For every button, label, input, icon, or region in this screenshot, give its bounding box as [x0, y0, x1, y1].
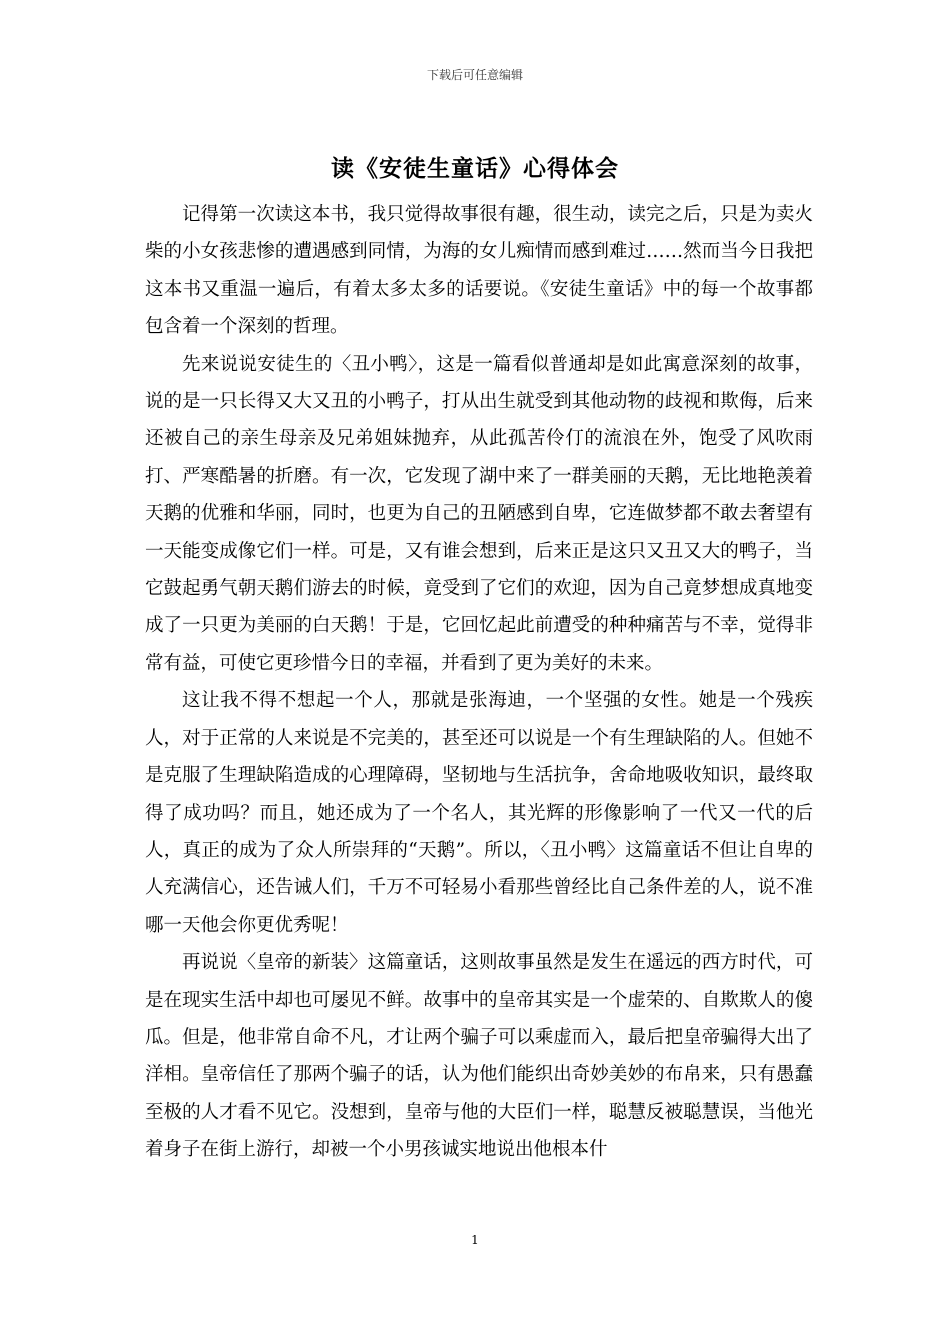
page-header-note: 下载后可任意编辑 [426, 68, 523, 82]
paragraph: 这让我不得不想起一个人，那就是张海迪，一个坚强的女性。她是一个残疾人，对于正常的人来说是不完美的，甚至还可以说是一个有生理缺陷的人。但她不是克服了生理缺陷造成的心理障碍，坚韧地与生活抗争，舍命地吸收知识，最终取得了成功吗？而且，她还成为了一个名人，其光辉的形像影响了一代又一代的后人，真正的成为了众人所崇拜的“天鹅”。所以，〈丑小鸭〉这篇童话不但让自卑的人充满信心，还告诫人们，千万不可轻易小看那些曾经比自己条件差的人，说不准哪一天他会你更优秀呢！ [145, 690, 813, 936]
paragraph: 记得第一次读这本书，我只觉得故事很有趣，很生动，读完之后，只是为卖火柴的小女孩悲惨的遭遇感到同情，为海的女儿痴情而感到难过……然而当今日我把这本书又重温一遍后，有着太多太多的话要说。《安徒生童话》中的每一个故事都包含着一个深刻的哲理。 [145, 204, 813, 338]
paragraph: 再说说〈皇帝的新装〉这篇童话，这则故事虽然是发生在遥远的西方时代，可是在现实生活中却也可屡见不鲜。故事中的皇帝其实是一个虚荣的、自欺欺人的傻瓜。但是，他非常自命不凡，才让两个骗子可以乘虚而入，最后把皇帝骗得大出了洋相。皇帝信任了那两个骗子的话，认为他们能织出奇妙美妙的布帛来，只有愚蠢至极的人才看不见它。没想到，皇帝与他的大臣们一样，聪慧反被聪慧误，当他光着身子在街上游行，却被一个小男孩诚实地说出他根本什 [145, 952, 813, 1161]
document-title: 读《安徒生童话》心得体会 [331, 155, 619, 182]
page-number: 1 [471, 1233, 479, 1247]
document-body [145, 196, 813, 1169]
paragraph: 先来说说安徒生的〈丑小鸭〉，这是一篇看似普通却是如此寓意深刻的故事，说的是一只长得又大又丑的小鸭子，打从出生就受到其他动物的歧视和欺侮，后来还被自己的亲生母亲及兄弟姐妹抛弃，从此孤苦伶仃的流浪在外，饱受了风吹雨打、严寒酷暑的折磨。有一次，它发现了湖中来了一群美丽的天鹅，无比地艳羡着天鹅的优雅和华丽，同时，也更为自己的丑陋感到自卑，它连做梦都不敢去奢望有一天能变成像它们一样。可是，又有谁会想到，后来正是这只又丑又大的鸭子，当它鼓起勇气朝天鹅们游去的时候，竟受到了它们的欢迎，因为自己竟梦想成真地变成了一只更为美丽的白天鹅！于是，它回忆起此前遭受的种种痛苦与不幸，觉得非常有益，可使它更珍惜今日的幸福，并看到了更为美好的未来。 [145, 353, 813, 674]
